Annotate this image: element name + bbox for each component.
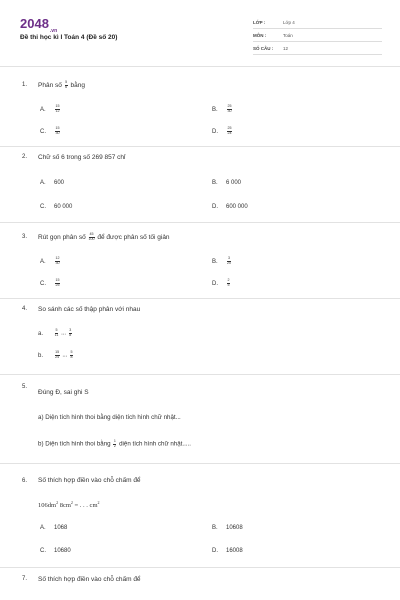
denominator: 24 [55, 354, 60, 359]
denominator: 8 [70, 354, 73, 359]
fraction [55, 329, 59, 337]
question-text: Đúng Đ, sai ghi S [38, 389, 89, 396]
denominator: 24 [227, 130, 232, 135]
exam-title: Đề thi học kì I Toán 4 (Đề số 20) [20, 34, 118, 41]
option-d[interactable] [212, 548, 243, 554]
divider [0, 222, 400, 223]
option-a[interactable] [40, 257, 61, 265]
option-label: C. [40, 548, 46, 554]
meta-row-class [253, 16, 382, 29]
question-text: Số thích hợp điền vào chỗ chấm để [38, 576, 141, 583]
option-b[interactable] [212, 105, 233, 113]
denominator: 30 [55, 260, 60, 265]
math-formula [38, 500, 100, 509]
numerator: 5 [70, 350, 73, 354]
numerator: 45 [89, 232, 94, 236]
numerator: 1 [113, 439, 116, 443]
denominator: 12 [55, 108, 60, 113]
option-value: 600 000 [226, 204, 248, 210]
denominator: 20 [227, 260, 231, 265]
fraction [227, 279, 230, 287]
option-label: B. [212, 180, 218, 186]
question-text [38, 81, 85, 89]
fraction [227, 257, 231, 265]
compare-item-b[interactable] [38, 351, 74, 359]
option-label: A. [40, 180, 46, 186]
option-value: 600 [54, 180, 65, 186]
question-number: 1. [22, 82, 28, 88]
option-c[interactable] [40, 548, 71, 554]
option-b[interactable] [212, 180, 241, 186]
question-number: 2. [22, 154, 28, 160]
numerator: 5 [55, 328, 58, 332]
divider [0, 374, 400, 375]
exponent: 2 [97, 500, 100, 505]
option-label: A. [40, 525, 46, 531]
question-text: So sánh các số thập phân với nhau [38, 306, 141, 313]
denominator: 8 [69, 332, 72, 337]
meta-value: Lớp 4 [283, 20, 295, 25]
exponent: 2 [70, 500, 73, 505]
option-label: D. [212, 280, 218, 287]
option-value: 10608 [226, 525, 243, 531]
option-c[interactable] [40, 279, 61, 287]
fraction [55, 257, 60, 265]
meta-row-count [253, 42, 382, 55]
meta-key: LỚP : [253, 20, 266, 25]
formula-term: 106dm [38, 502, 57, 510]
option-a[interactable] [40, 525, 67, 531]
numerator: 3 [69, 328, 72, 332]
option-b[interactable] [212, 525, 243, 531]
denominator: 30 [55, 130, 60, 135]
fraction [89, 233, 95, 241]
option-d[interactable] [212, 127, 233, 135]
numerator: 25 [227, 104, 232, 108]
question-text: Chữ số 6 trong số 269 857 chỉ [38, 154, 126, 161]
fraction [55, 279, 60, 287]
statement-text-part: diện tích hình chữ nhật..... [119, 440, 191, 448]
numerator: 15 [55, 278, 60, 282]
formula-term: = . . . cm [74, 502, 98, 510]
option-c[interactable] [40, 127, 61, 135]
question-text-part: Rút gọn phân số [38, 233, 86, 241]
question-number: 3. [22, 234, 28, 240]
statement-a[interactable]: a) Diện tích hình thoi bằng diện tích hình chữ nhật... [38, 414, 181, 421]
denominator: 100 [88, 236, 95, 241]
option-value: 1068 [54, 525, 68, 531]
option-label: A. [40, 106, 46, 113]
option-value: 16008 [226, 548, 243, 554]
numerator: 25 [227, 126, 232, 130]
fraction [113, 440, 116, 448]
item-label: b. [38, 352, 44, 359]
numerator: 15 [55, 350, 60, 354]
option-label: D. [212, 128, 218, 135]
option-label: B. [212, 525, 218, 531]
option-label: B. [212, 258, 218, 265]
fraction [70, 351, 73, 359]
numerator: 5 [65, 80, 68, 84]
divider [0, 146, 400, 147]
divider [0, 66, 400, 67]
numerator: 15 [55, 104, 60, 108]
question-text-part: bằng [70, 81, 85, 89]
logo-text: 2048 [20, 16, 49, 31]
option-label: C. [40, 204, 46, 210]
numerator: 15 [55, 126, 60, 130]
option-label: C. [40, 280, 46, 287]
numerator: 12 [55, 256, 60, 260]
option-value: 6 000 [226, 180, 242, 186]
meta-key: SỐ CÂU : [253, 46, 274, 51]
meta-value: 12 [283, 46, 289, 51]
option-c[interactable] [40, 204, 72, 210]
compare-blank[interactable]: ... [61, 330, 67, 337]
fraction [65, 81, 68, 89]
fraction [55, 351, 60, 359]
fraction [69, 329, 72, 337]
exam-header [20, 16, 382, 54]
numerator: 2 [227, 278, 230, 282]
exponent: 2 [56, 500, 59, 505]
option-d[interactable] [212, 204, 248, 210]
item-label: a. [38, 330, 44, 337]
option-label: D. [212, 204, 218, 210]
option-b[interactable] [212, 257, 232, 265]
divider [0, 298, 400, 299]
meta-value: Toán [283, 33, 293, 38]
question-number: 7. [22, 576, 28, 582]
option-d[interactable] [212, 279, 231, 287]
denominator: 11 [54, 332, 59, 337]
option-label: A. [40, 258, 46, 265]
question-text: Số thích hợp điền vào chỗ chấm để [38, 477, 141, 484]
fraction [227, 127, 232, 135]
meta-row-subject [253, 29, 382, 42]
option-label: B. [212, 106, 218, 113]
statement-b[interactable] [38, 440, 191, 448]
denominator: 6 [65, 84, 68, 89]
option-label: D. [212, 548, 218, 554]
question-number: 4. [22, 306, 28, 312]
divider [0, 463, 400, 464]
fraction [55, 127, 60, 135]
fraction [227, 105, 232, 113]
denominator: 2 [113, 443, 116, 448]
denominator: 30 [227, 108, 232, 113]
numerator: 3 [228, 256, 230, 260]
question-text [38, 233, 170, 241]
option-a[interactable] [40, 105, 61, 113]
formula-term: 8cm [59, 502, 71, 510]
compare-blank[interactable]: ... [62, 352, 68, 359]
site-logo[interactable] [20, 16, 57, 34]
option-value: 10680 [54, 548, 71, 554]
denominator: 5 [227, 282, 230, 287]
meta-key: MÔN : [253, 33, 267, 38]
fraction [55, 105, 60, 113]
compare-item-a[interactable] [38, 329, 73, 337]
question-text-part: Phân số [38, 81, 62, 89]
option-value: 60 000 [54, 204, 73, 210]
question-number: 6. [22, 478, 28, 484]
option-label: C. [40, 128, 46, 135]
exam-meta [253, 16, 382, 55]
question-number: 5. [22, 384, 28, 390]
question-text-part: để được phân số tối giản [97, 233, 170, 241]
option-a[interactable] [40, 180, 64, 186]
denominator: 25 [55, 282, 60, 287]
logo-tld: .vn [49, 27, 58, 34]
statement-text-part: b) Diện tích hình thoi bằng [38, 440, 111, 448]
divider [0, 567, 400, 568]
